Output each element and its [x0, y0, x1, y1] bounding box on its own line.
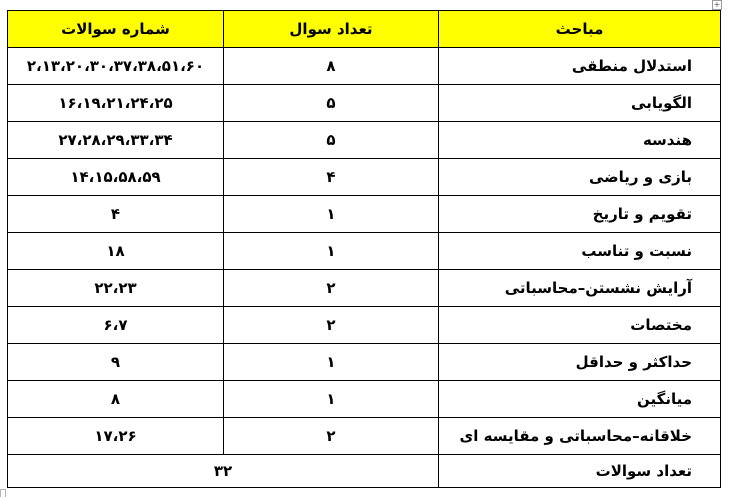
count-cell: ۵	[224, 122, 439, 159]
count-cell: ۴	[224, 159, 439, 196]
question-numbers-cell: ۶،۷	[8, 307, 224, 344]
table-row	[8, 85, 721, 122]
text-boundary-marker	[0, 489, 6, 497]
table-move-handle-icon[interactable]: +	[713, 0, 721, 9]
count-cell: ۱	[224, 233, 439, 270]
table-row	[8, 270, 721, 307]
table-row	[8, 196, 721, 233]
question-numbers-cell: ۲۲،۲۳	[8, 270, 224, 307]
table-row	[8, 418, 721, 455]
question-numbers-cell: ۲۷،۲۸،۲۹،۳۳،۳۴	[8, 122, 224, 159]
question-numbers-cell: ۱۶،۱۹،۲۱،۲۴،۲۵	[8, 85, 224, 122]
question-numbers-cell: ۱۸	[8, 233, 224, 270]
count-cell: ۵	[224, 85, 439, 122]
topic-cell: خلاقانه–محاسباتی و مقایسه ای	[439, 418, 721, 455]
question-numbers-cell: ۱۴،۱۵،۵۸،۵۹	[8, 159, 224, 196]
count-cell: ۲	[224, 307, 439, 344]
topic-cell: استدلال منطقی	[439, 48, 721, 85]
question-numbers-cell: ۹	[8, 344, 224, 381]
table-row	[8, 307, 721, 344]
table-footer	[8, 455, 721, 488]
count-cell: ۱	[224, 196, 439, 233]
total-row	[8, 455, 721, 488]
question-numbers-cell: ۴	[8, 196, 224, 233]
header-question-numbers: شماره سوالات	[8, 11, 224, 48]
count-cell: ۲	[224, 418, 439, 455]
topic-cell: میانگین	[439, 381, 721, 418]
total-label: تعداد سوالات	[439, 455, 721, 488]
topic-cell: الگویابی	[439, 85, 721, 122]
count-cell: ۸	[224, 48, 439, 85]
table-body	[8, 48, 721, 455]
table-row	[8, 344, 721, 381]
question-numbers-cell: ۲،۱۳،۲۰،۳۰،۳۷،۳۸،۵۱،۶۰	[8, 48, 224, 85]
question-numbers-cell: ۸	[8, 381, 224, 418]
topic-cell: آرایش نشستن–محاسباتی	[439, 270, 721, 307]
table-row	[8, 233, 721, 270]
table-header	[8, 11, 721, 48]
total-value: ۳۲	[8, 455, 439, 488]
topic-cell: نسبت و تناسب	[439, 233, 721, 270]
question-numbers-cell: ۱۷،۲۶	[8, 418, 224, 455]
table-row	[8, 381, 721, 418]
count-cell: ۲	[224, 270, 439, 307]
topic-cell: هندسه	[439, 122, 721, 159]
topics-table	[7, 10, 721, 488]
topic-cell: مختصات	[439, 307, 721, 344]
header-topic: مباحث	[439, 11, 721, 48]
table-row	[8, 159, 721, 196]
table-row	[8, 122, 721, 159]
header-count: تعداد سوال	[224, 11, 439, 48]
topic-cell: تقویم و تاریخ	[439, 196, 721, 233]
header-row	[8, 11, 721, 48]
count-cell: ۱	[224, 344, 439, 381]
table-row	[8, 48, 721, 85]
topic-cell: بازی و ریاضی	[439, 159, 721, 196]
count-cell: ۱	[224, 381, 439, 418]
topic-cell: حداکثر و حداقل	[439, 344, 721, 381]
